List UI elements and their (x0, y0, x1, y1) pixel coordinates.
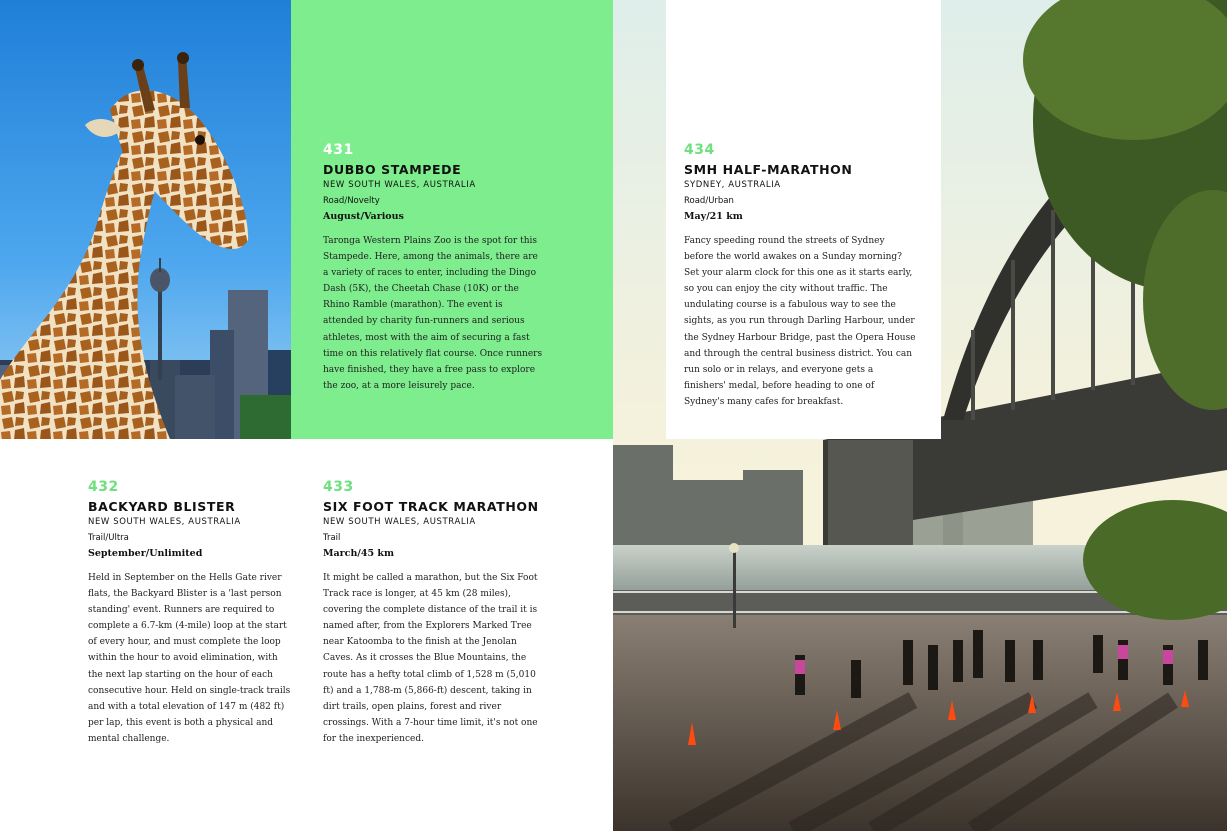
entry-431 (323, 142, 545, 394)
entry-title: SIX FOOT TRACK MARATHON (323, 499, 539, 514)
entry-date: March/45 km (323, 548, 394, 559)
entry-type: Trail (323, 533, 341, 543)
entry-number: 431 (323, 142, 354, 158)
entry-location: SYDNEY, AUSTRALIA (684, 180, 781, 190)
entry-body: It might be called a marathon, but the Six Foot Track race is longer, at 45 km (28 miles), covering the complete distance of the trail it is named after, from the Explorers Marked Tree near Katoomba to the finish at the Jenolan Caves. As it crosses the Blue Mountains, the route has a hefty total climb of 1,528 m (5,010 ft) and a 1,788-m (5,866-ft) descent, taking in dirt trails, open plains, forest and river crossings. With a 7-hour time limit, it's not one for the inexperienced. (323, 573, 538, 744)
entry-433 (323, 479, 545, 747)
entry-title: BACKYARD BLISTER (88, 499, 236, 514)
entry-body: Taronga Western Plains Zoo is the spot for this Stampede. Here, among the animals, there are a variety of races to enter, including the Dingo Dash (5K), the Cheetah Chase (10K) or the Rhino Ramble (marathon). The event is attended by charity fun-runners and serious athletes, most with the aim of securing a fast time on this relatively flat course. Once runners have finished, they have a free pass to explore the zoo, at a more leisurely pace. (323, 236, 543, 391)
giraffe-photo (0, 0, 291, 439)
entry-432 (88, 479, 294, 747)
entry-number: 432 (88, 479, 119, 495)
entry-date: September/Unlimited (88, 548, 203, 559)
entry-location: NEW SOUTH WALES, AUSTRALIA (323, 180, 476, 190)
entry-title: DUBBO STAMPEDE (323, 162, 462, 177)
entry-number: 434 (684, 142, 715, 158)
entry-body: Fancy speeding round the streets of Sydney before the world awakes on a Sunday morning? Set your alarm clock for this one as it starts early, so you can enjoy the city without traffic. The undulating course is a fabulous way to see the sights, as you run through Darling Harbour, under the Sydney Harbour Bridge, past the Opera House and through the central business district. You can run solo or in relays, and everyone gets a finishers' medal, before heading to one of Sydney's many cafes for breakfast. (684, 236, 916, 407)
entry-date: May/21 km (684, 211, 743, 222)
entry-location: NEW SOUTH WALES, AUSTRALIA (323, 517, 476, 527)
entry-type: Road/Urban (684, 196, 734, 206)
entry-body: Held in September on the Hells Gate river flats, the Backyard Blister is a 'last person standing' event. Runners are required to complete a 6.7-km (4-mile) loop at the start of every hour, and must complete the loop within the hour to avoid elimination, with the next lap starting on the hour of each consecutive hour. Held on single-track trails and with a total elevation of 147 m (482 ft) per lap, this event is both a physical and mental challenge. (88, 573, 291, 744)
entry-date: August/Various (323, 211, 404, 222)
entry-434 (684, 142, 916, 410)
entry-location: NEW SOUTH WALES, AUSTRALIA (88, 517, 241, 527)
entry-type: Trail/Ultra (88, 533, 129, 543)
entry-title: SMH HALF-MARATHON (684, 162, 853, 177)
entry-type: Road/Novelty (323, 196, 380, 206)
entry-number: 433 (323, 479, 354, 495)
